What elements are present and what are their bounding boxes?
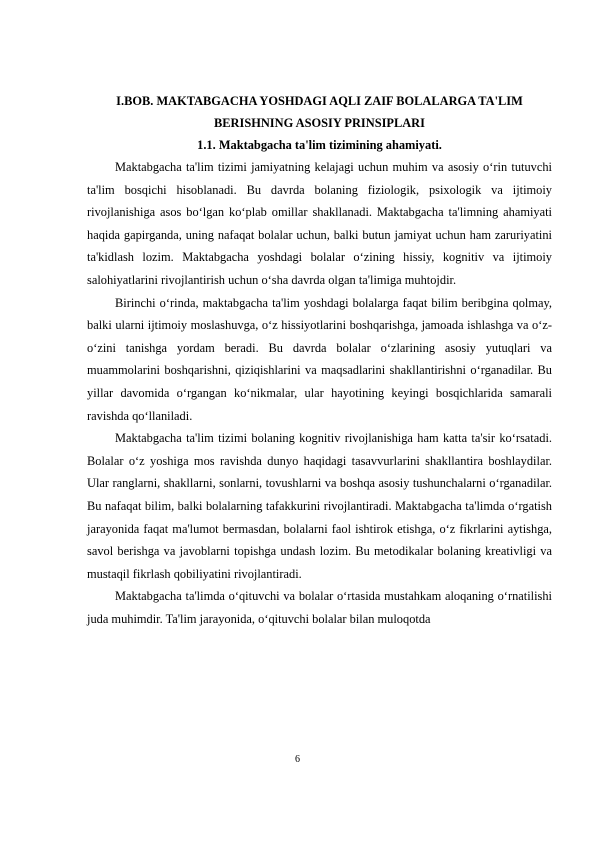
paragraph-2: Birinchi o‘rinda, maktabgacha ta'lim yoshdagi bolalarga faqat bilim beribgina qolmay, balki ularni ijtimoiy moslashuvga, o‘z hissiyotlarini boshqarishga, jamoada ishlashga va o‘z-o‘zini tanishga yordam beradi. Bu davrda bolalar o‘zlarining asosiy yutuqlari va muammolarini boshqarishni, qiziqishlarini va maqsadlarini shakllantirishni o‘rganadilar. Bu yillar davomida o‘rgangan ko‘nikmalar, ular hayotining keyingi bosqichlarida samarali ravishda qo‘llaniladi. xyxy=(87,295,552,423)
paragraph-3: Maktabgacha ta'lim tizimi bolaning kognitiv rivojlanishiga ham katta ta'sir ko‘rsatadi. Bolalar o‘z yoshiga mos ravishda dunyo haqidagi tasavvurlarini shakllantira boshlaydilar. Ular ranglarni, shakllarni, sonlarni, tovushlarni va boshqa asosiy tushunchalarni o‘rganadilar. Bu nafaqat bilim, balki bolalarning tafakkurini rivojlantiradi. Maktabgacha ta'limda o‘rgatish jarayonida faqat ma'lumot bermasdan, bolalarni faol ishtirok etishga, o‘z fikrlarini aytishga, savol berishga va javoblarni topishga undash lozim. Bu metodikalar bolaning kreativligi va mustaqil fikrlash qobiliyatini rivojlantiradi. xyxy=(87,431,552,581)
paragraph-1: Maktabgacha ta'lim tizimi jamiyatning kelajagi uchun muhim va asosiy o‘rin tutuvchi ta'lim bosqichi hisoblanadi. Bu davrda bolaning fiziologik, psixologik va ijtimoiy rivojlanishiga asos bo‘lgan ko‘plab omillar shakllanadi. Maktabgacha ta'limning ahamiyati haqida gapirganda, uning nafaqat bolalar uchun, balki butun jamiyat uchun ham zaruriyatini ta'kidlash lozim. Maktabgacha yoshdagi bolalar o‘zining hissiy, kognitiv va ijtimoiy salohiyatlarini rivojlantirish uchun o‘sha davrda olgan ta'limiga muhtojdir. xyxy=(87,160,552,287)
page-content xyxy=(87,90,552,630)
chapter-title: I.BOB. MAKTABGACHA YOSHDAGI AQLI ZAIF BOLALARGA TA'LIM BERISHNING ASOSIY PRINSIPLARI xyxy=(116,94,523,130)
section-title: 1.1. Maktabgacha ta'lim tizimining ahamiyati. xyxy=(197,138,442,152)
paragraph-4: Maktabgacha ta'limda o‘qituvchi va bolalar o‘rtasida mustahkam aloqaning o‘rnatilishi juda muhimdir. Ta'lim jarayonida, o‘qituvchi bolalar bilan muloqotda xyxy=(87,589,552,626)
page-number: 6 xyxy=(295,754,300,765)
